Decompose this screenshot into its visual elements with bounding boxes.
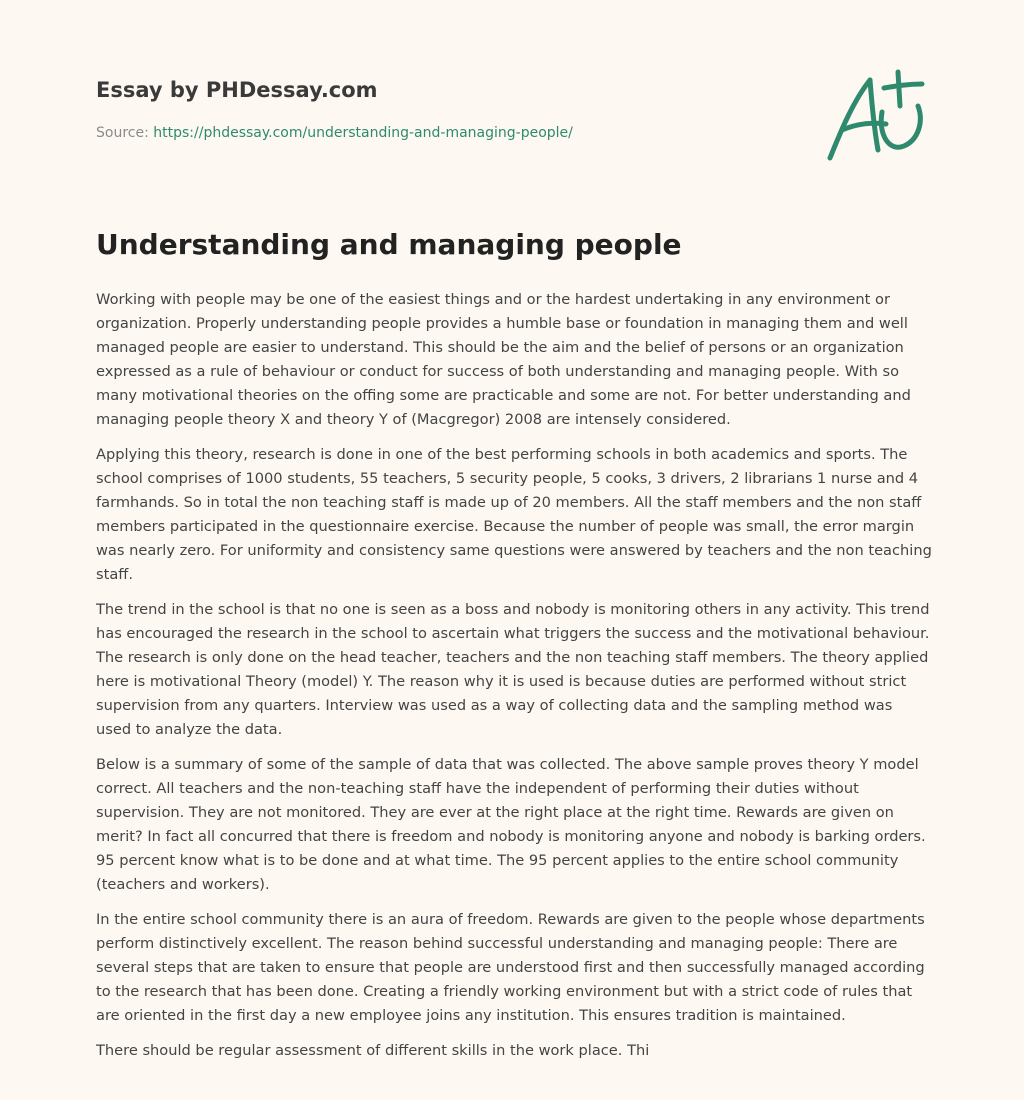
source-label: Source: (96, 125, 149, 141)
paragraph-2: Applying this theory, research is done in one of the best performing schools in both academics and sports. The school comprises of 1000 students, 55 teachers, 5 security people, 5 cooks, 3 drivers, 2 librarians 1 nurse and 4 farmhands. So in total the non teaching staff is made up of 20 members. All the staff members and the non staff members participated in the questionnaire exercise. Because the number of people was small, the error margin was nearly zero. For uniformity and consistency same questions were answered by teachers and the non teaching staff. (96, 446, 932, 583)
essay-content (96, 226, 932, 1074)
site-brand: Essay by PHDessay.com (96, 78, 378, 102)
essay-title: Understanding and managing people (96, 228, 682, 261)
essay-header (96, 76, 796, 142)
paragraph-5: In the entire school community there is an aura of freedom. Rewards are given to the people whose departments perform distinctively excellent. The reason behind successful understanding and managing people: There are several steps that are taken to ensure that people are understood first and then successfully managed according to the research that has been done. Creating a friendly working environment but with a strict code of rules that are oriented in the first day a new employee joins any institution. This ensures tradition is maintained. (96, 911, 925, 1024)
a-plus-logo-icon (820, 66, 930, 166)
paragraph-3: The trend in the school is that no one is seen as a boss and nobody is monitoring others in any activity. This trend has encouraged the research in the school to ascertain what triggers the success and the motivational behaviour. The research is only done on the head teacher, teachers and the non teaching staff members. The theory applied here is motivational Theory (model) Y. The reason why it is used is because duties are performed without strict supervision from any quarters. Interview was used as a way of collecting data and the sampling method was used to analyze the data. (96, 601, 930, 738)
source-link[interactable]: https://phdessay.com/understanding-and-managing-people/ (153, 125, 573, 141)
paragraph-1: Working with people may be one of the easiest things and or the hardest undertaking in any environment or organization. Properly understanding people provides a humble base or foundation in managing them and well managed people are easier to understand. This should be the aim and the belief of persons or an organization expressed as a rule of behaviour or conduct for success of both understanding and managing people. With so many motivational theories on the offing some are practicable and some are not. For better understanding and managing people theory X and theory Y of (Macgregor) 2008 are intensely considered. (96, 291, 911, 428)
source-line (96, 124, 796, 142)
paragraph-6: There should be regular assessment of different skills in the work place. Thi (96, 1042, 650, 1059)
paragraph-4: Below is a summary of some of the sample of data that was collected. The above sample proves theory Y model correct. All teachers and the non-teaching staff have the independent of performing their duties without supervision. They are not monitored. They are ever at the right place at the right time. Rewards are given on merit? In fact all concurred that there is freedom and nobody is monitoring anyone and nobody is barking orders. 95 percent know what is to be done and at what time. The 95 percent applies to the entire school community (teachers and workers). (96, 756, 926, 893)
